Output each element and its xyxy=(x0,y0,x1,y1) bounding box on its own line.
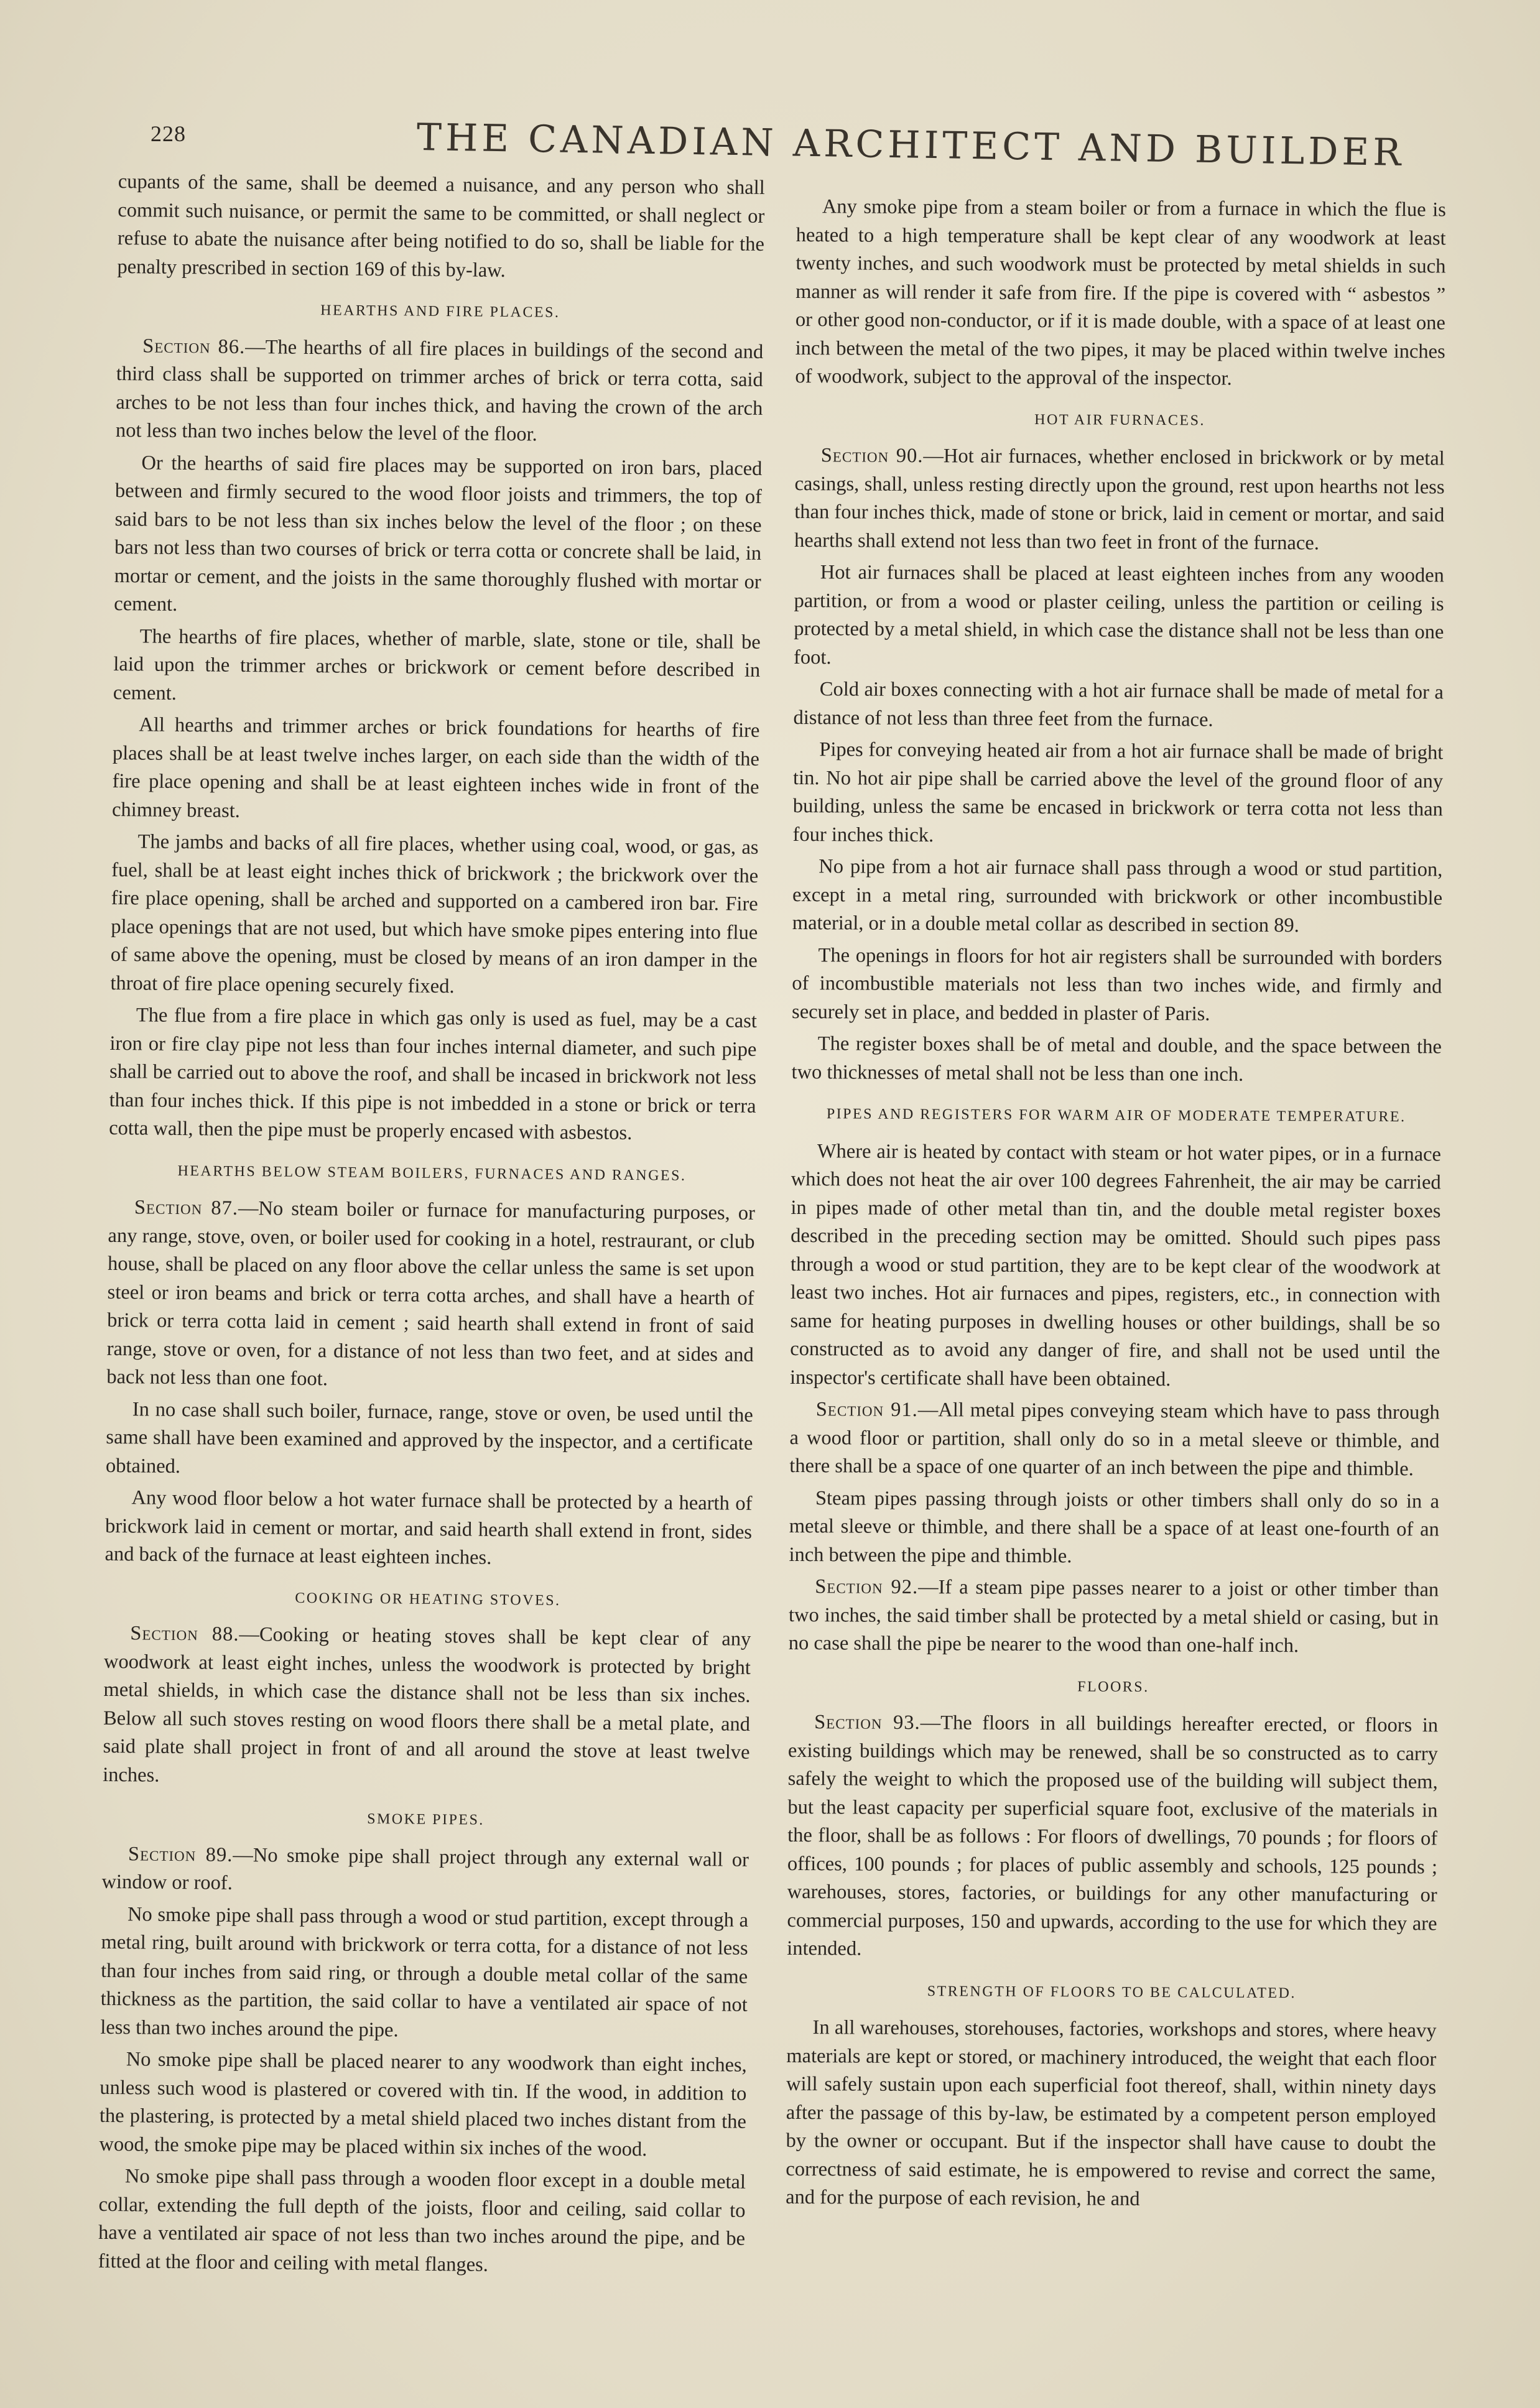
paragraph xyxy=(794,442,1445,558)
page-number: 228 xyxy=(151,121,186,146)
paragraph-text: In no case shall such boiler, furnace, range, stove or oven, be used until the same shall have been examined and approved by the inspector, and a certificate obtained. xyxy=(105,1397,753,1478)
paragraph xyxy=(789,1396,1440,1484)
paragraph xyxy=(790,1137,1441,1395)
paragraph xyxy=(103,1619,751,1795)
paragraph-text: —Cooking or heating stoves shall be kept clear of any woodwork at least eight inches, unless the woodwork is protected by bright metal shields, in which case the distance shall not be less than six inches. Below all such stoves resting on wood floors there shall be a metal plate, and said plate shall project in front of and all around the stove at least twelve inches. xyxy=(103,1623,751,1787)
paragraph xyxy=(113,622,761,713)
paragraph-text: Cold air boxes connecting with a hot air furnace shall be made of metal for a distance of not less than three feet from the furnace. xyxy=(793,678,1444,731)
paragraph-text: —No smoke pipe shall project through any external wall or window or roof. xyxy=(101,1843,749,1894)
paragraph-text: The jambs and backs of all fire places, whether using coal, wood, or gas, as fuel, shall be at least eight inches thick of brickwork ; the brickwork over the fire place opening, shall be arched and supported on a cambered iron bar. Fire place openings that are not used, but which have smoke pipes entering into flue of same above the opening, must be closed by means of an iron damper in the throat of fire place opening securely fixed. xyxy=(110,830,759,998)
left-column xyxy=(98,168,765,2338)
section-number: Section 91. xyxy=(815,1398,918,1422)
paragraph-text: The flue from a fire place in which gas only is used as fuel, may be a cast iron or fire clay pipe not less than four inches internal diameter, and such pipe shall be carried out to above the roof, and shall be incased in brickwork not less than four inches thick. If this pipe is not imbedded in a stone or brick or terra cotta wall, then the pipe must be properly encased with asbestos. xyxy=(109,1004,758,1145)
paragraph xyxy=(112,711,760,830)
paragraph xyxy=(104,1484,752,1575)
section-heading: HOT AIR FURNACES. xyxy=(1034,411,1206,428)
paragraph xyxy=(116,331,764,451)
paragraph xyxy=(117,168,765,287)
paragraph xyxy=(792,853,1443,941)
paragraph-text: —All metal pipes conveying steam which have to pass through a wood floor or partition, shall only do so in a metal sleeve or thimble, and there shall be a space of one quarter of an inch between the pipe and thimble. xyxy=(789,1399,1440,1481)
paragraph xyxy=(100,1900,748,2047)
paragraph-text: The openings in floors for hot air registers shall be surrounded with borders of incombustible materials not less than two inches wide, and firmly and securely set in place, and bedded in plaster of Paris. xyxy=(792,943,1442,1026)
paragraph xyxy=(791,1030,1441,1090)
section-number: Section 93. xyxy=(814,1711,921,1734)
paragraph xyxy=(98,2162,746,2282)
paragraph-text: —The hearths of all fire places in buildings of the second and third class shall be supported on trimmer arches of brick or terra cotta, said arches to be not less than four inches thick, and having the crown of the arch not less than two inches below the level of the floor. xyxy=(115,335,764,446)
paragraph-text: The register boxes shall be of metal and double, and the space between the two thicknesses of metal shall not be less than one inch. xyxy=(791,1032,1442,1086)
paragraph xyxy=(787,1708,1438,1966)
paragraph xyxy=(794,558,1444,675)
paragraph xyxy=(106,1193,755,1397)
section-number: Section 90. xyxy=(820,444,924,468)
paragraph-text: Any wood floor below a hot water furnace shall be protected by a hearth of brickwork laid in cement or mortar, and said hearth shall extend in front, sides and back of the furnace at least eighteen inches. xyxy=(104,1486,753,1569)
section-heading: FLOORS. xyxy=(1077,1678,1149,1695)
paragraph-text: No pipe from a hot air furnace shall pass through a wood or stud partition, except in a metal ring, surrounded with brickwork or other incombustible material, or in a double metal collar as described in section 89. xyxy=(792,855,1443,937)
paragraph xyxy=(110,828,759,1004)
section-heading: STRENGTH OF FLOORS TO BE CALCULATED. xyxy=(927,1983,1297,2001)
paragraph xyxy=(114,448,763,624)
section-heading: SMOKE PIPES. xyxy=(367,1810,485,1828)
paragraph-text: Pipes for conveying heated air from a hot air furnace shall be made of bright tin. No hot air pipe shall be carried above the level of the ground floor of any building, unless the same be encased in brickwork or terra cotta not less than four inches thick. xyxy=(792,738,1444,846)
paragraph xyxy=(795,193,1446,394)
section-number: Section 86. xyxy=(142,334,246,358)
section-number: Section 87. xyxy=(134,1196,239,1220)
section-number: Section 88. xyxy=(130,1622,239,1646)
section-heading: COOKING OR HEATING STOVES. xyxy=(295,1590,561,1609)
paragraph-text: Where air is heated by contact with steam or hot water pipes, or in a furnace which does not heat the air over 100 degrees Fahrenheit, the air may be carried in pipes made of other metal than tin, and the double metal register boxes described in the preceding section may be omitted. Should such pipes pass through a wood or stud partition, they are to be kept clear of the woodwork at least two inches. Hot air furnaces and pipes, registers, etc., in connection with same for heating purposes in dwelling houses or other buildings, shall be so constructed as to avoid any danger of fire, and shall not be used until the inspector's certificate shall have been obtained. xyxy=(789,1139,1442,1391)
paragraph xyxy=(109,1001,757,1149)
section-heading: PIPES AND REGISTERS FOR WARM AIR OF MODERATE TEMPERATURE. xyxy=(826,1106,1406,1126)
right-column xyxy=(785,193,1446,2360)
paragraph xyxy=(106,1395,753,1486)
paragraph-text: Any smoke pipe from a steam boiler or from a furnace in which the flue is heated to a high temperature shall be kept clear of any woodwork at least twenty inches, and such woodwork must be protected by metal shields in such manner as will render it safe from fire. If the pipe is covered with “ asbestos ” or other good non-conductor, or if it is made double, with a space of at least one inch between the metal of the two pipes, it may be placed within twelve inches of woodwork, subject to the approval of the inspector. xyxy=(795,195,1446,390)
paragraph-text: The hearths of fire places, whether of marble, slate, stone or tile, shall be laid upon the trimmer arches or brickwork or cement before described in cement. xyxy=(113,624,761,705)
paragraph-text: Hot air furnaces shall be placed at least eighteen inches from any wooden partition, or from a wood or plaster ceiling, unless the partition or ceiling is protected by a metal shield, in which case the distance shall not be less than one foot. xyxy=(793,561,1444,669)
paragraph-text: All hearths and trimmer arches or brick foundations for hearths of fire places shall be at least twelve inches larger, on each side than the width of the fire place opening and shall be at least eighteen inches wide in front of the chimney breast. xyxy=(111,713,760,822)
paragraph-text: cupants of the same, shall be deemed a nuisance, and any person who shall commit such nuisance, or permit the same to be committed, or shall neglect or refuse to abate the nuisance after being notified to do so, shall be liable for the penalty prescribed in section 169 of this by-law. xyxy=(117,170,765,282)
section-heading: HEARTHS BELOW STEAM BOILERS, FURNACES AND RANGES. xyxy=(177,1162,687,1184)
paragraph-text: Or the hearths of said fire places may be supported on iron bars, placed between and firmly secured to the wood floor joists and trimmers, the top of said bars to be not less than six inches below the level of the floor ; on these bars not less than two courses of brick or terra cotta or concrete shall be laid, in mortar or cement, and the joists in the same thoroughly flushed with mortar or cement. xyxy=(114,451,763,616)
paragraph-text: Steam pipes passing through joists or other timbers shall only do so in a metal sleeve or thimble, and there shall be a space of at least one-fourth of an inch between the pipe and thimble. xyxy=(789,1486,1440,1567)
paragraph xyxy=(786,2014,1437,2215)
paragraph xyxy=(99,2045,747,2165)
paragraph xyxy=(789,1484,1439,1572)
paragraph xyxy=(792,941,1442,1029)
paragraph-text: —If a steam pipe passes nearer to a joist or other timber than two inches, the said timber shall be protected by a metal shield or casing, but in no case shall the pipe be nearer to the wood than one-half inch. xyxy=(788,1576,1439,1657)
paragraph xyxy=(792,736,1443,852)
paragraph xyxy=(789,1573,1439,1661)
running-title: THE CANADIAN ARCHITECT AND BUILDER xyxy=(416,116,1405,175)
paragraph-text: —Hot air furnaces, whether enclosed in brickwork or by metal casings, shall, unless resting directly upon the ground, rest upon hearths not less than four inches thick, made of stone or brick, laid in cement or mortar, and said hearths shall extend not less than two feet in front of the furnace. xyxy=(794,445,1445,554)
paragraph-text: In all warehouses, storehouses, factories, workshops and stores, where heavy materials are kept or stored, or machinery introduced, the weight that each floor will safely sustain upon each superficial foot thereof, shall, within ninety days after the passage of this by-law, be estimated by a competent person employed by the owner or occupant. But if the inspector shall have cause to doubt the correctness of said estimate, he is empowered to revise and correct the same, and for the purpose of each revision, he and xyxy=(786,2016,1437,2210)
section-number: Section 92. xyxy=(815,1575,919,1599)
paragraph xyxy=(101,1840,749,1902)
paragraph-text: No smoke pipe shall be placed nearer to any woodwork than eight inches, unless such wood is plastered or covered with tin. If the wood, in addition to the plastering, is protected by a metal shield placed two inches distant from the wood, the smoke pipe may be placed within six inches of the wood. xyxy=(99,2048,747,2160)
section-number: Section 89. xyxy=(128,1842,233,1866)
paragraph xyxy=(793,675,1443,735)
paragraph-text: No smoke pipe shall pass through a wooden floor except in a double metal collar, extending the full depth of the joists, floor and ceiling, said collar to have a ventilated air space of not less than two inches around the pipe, and be fitted at the floor and ceiling with metal flanges. xyxy=(98,2165,746,2276)
paragraph-text: —The floors in all buildings hereafter erected, or floors in existing buildings which may be renewed, shall be so constructed as to carry safely the weight to which the proposed use of the building will subject them, but the least capacity per superficial square foot, exclusive of the materials in the floor, shall be as follows : For floors of dwellings, 70 pounds ; for floors of offices, 100 pounds ; for places of public assembly and schools, 125 pounds ; warehouses, stores, factories, or buildings for any other manufacturing or commercial purposes, 150 and upwards, according to the use for which they are intended. xyxy=(787,1711,1439,1960)
section-heading: HEARTHS AND FIRE PLACES. xyxy=(320,302,560,321)
paragraph-text: No smoke pipe shall pass through a wood or stud partition, except through a metal ring, built around with brickwork or terra cotta, for a distance of not less than four inches from said ring, or through a double metal collar of the same thickness as the partition, the said collar to have a ventilated air space of not less than two inches around the pipe. xyxy=(100,1902,749,2041)
paragraph-text: —No steam boiler or furnace for manufacturing purposes, or any range, stove, oven, or boiler used for cooking in a hotel, restraurant, or club house, shall be placed on any floor above the cellar unless the same is set upon steel or iron beams and brick or terra cotta arches, and shall have a hearth of brick or terra cotta laid in cement ; said hearth shall extend in front of said range, stove or oven, for a distance of not less than two feet, and at sides and back not less than one foot. xyxy=(106,1197,756,1391)
